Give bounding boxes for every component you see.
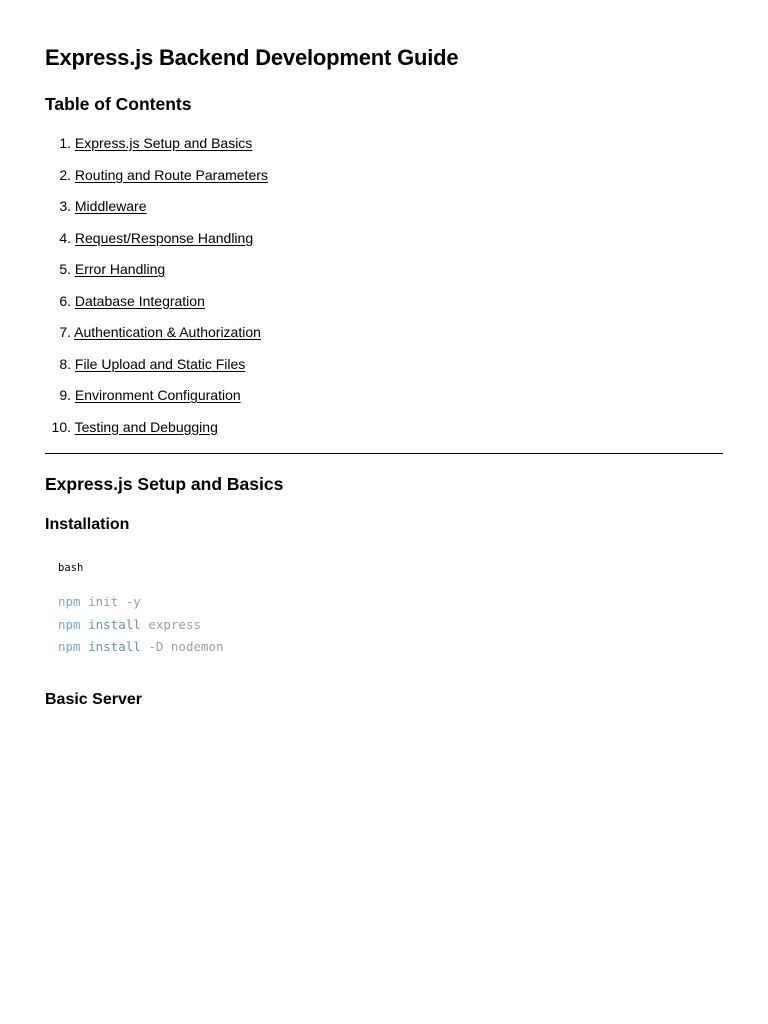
toc-item-number: 6. [59, 292, 71, 309]
toc-link-setup[interactable]: Express.js Setup and Basics [74, 135, 253, 151]
code-token-command: npm [58, 594, 81, 609]
toc-link-request-response[interactable]: Request/Response Handling [74, 229, 254, 246]
code-token-argument: -y [125, 594, 141, 609]
toc-item-database [45, 289, 268, 321]
toc-item-request-response [45, 226, 268, 258]
table-of-contents [45, 131, 268, 446]
toc-link-file-upload[interactable]: File Upload and Static Files [74, 355, 246, 372]
toc-item-number: 1. [59, 135, 71, 151]
toc-item-number: 3. [59, 198, 71, 214]
code-token-subcommand: install [88, 616, 141, 632]
page-title: Express.js Backend Development Guide [45, 45, 459, 70]
toc-item-testing [45, 415, 268, 447]
toc-item-number: 7. [59, 324, 71, 340]
code-line [58, 639, 224, 654]
code-token-subcommand: init [88, 594, 119, 609]
code-token-command: npm [58, 639, 81, 654]
toc-link-middleware[interactable]: Middleware [74, 198, 147, 214]
code-token-subcommand: install [88, 639, 141, 654]
toc-item-number: 8. [59, 355, 71, 372]
toc-heading: Table of Contents [45, 94, 192, 114]
toc-item-number: 4. [59, 229, 71, 246]
code-token-command: npm [58, 616, 81, 632]
toc-link-error-handling[interactable]: Error Handling [74, 261, 166, 277]
toc-item-middleware [45, 194, 268, 226]
toc-link-environment[interactable]: Environment Configuration [74, 387, 241, 403]
code-content[interactable] [58, 591, 224, 659]
toc-item-environment [45, 383, 268, 415]
toc-item-number: 10. [51, 418, 71, 435]
code-line [58, 617, 201, 632]
toc-link-routing[interactable]: Routing and Route Parameters [74, 166, 268, 183]
section-title: Express.js Setup and Basics [45, 474, 284, 494]
subsection-title-installation: Installation [45, 516, 130, 533]
toc-link-auth[interactable]: Authentication & Authorization [74, 324, 261, 340]
code-line [58, 594, 141, 609]
toc-item-number: 9. [59, 387, 71, 403]
toc-link-testing[interactable]: Testing and Debugging [74, 418, 218, 435]
toc-item-file-upload [45, 352, 268, 384]
toc-item-error-handling [45, 257, 268, 289]
toc-item-routing [45, 163, 268, 195]
toc-item-setup [45, 131, 268, 163]
toc-item-number: 5. [59, 261, 71, 277]
section-divider [45, 453, 723, 454]
toc-link-database[interactable]: Database Integration [74, 292, 205, 309]
subsection-title-basic-server: Basic Server [45, 691, 142, 708]
toc-item-number: 2. [59, 166, 71, 183]
code-token-argument: -D nodemon [148, 639, 224, 654]
code-token-argument: express [148, 616, 202, 632]
code-language-label: bash [58, 562, 84, 574]
toc-item-auth [45, 320, 268, 352]
